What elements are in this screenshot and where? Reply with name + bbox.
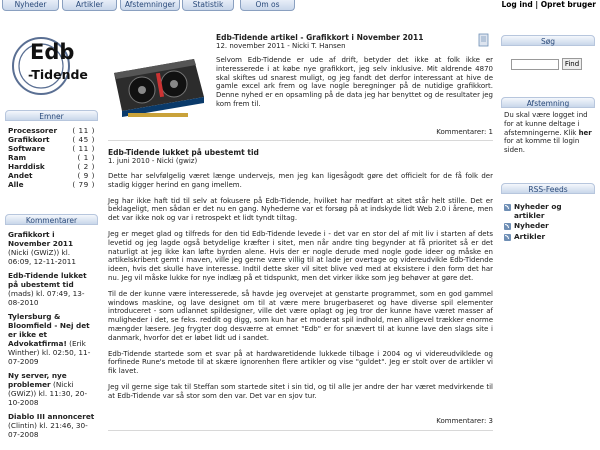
article-paragraph: Jeg er meget glad og tilfreds for den tid Edb-Tidende levede i - det var en stor del af mit liv i starten af dets levetid og jeg lagde også betydelige kræfter i sitet, men når andre ting begynder at få prioritet så er det naturligt at jeg ikke kan løfte byrden alene. Hvis der er nogle derude med nogle gode ideer og måske en artikelskribent gemt i maven, ville jeg gerne være villig til at lade jer overtage og videreudvikle Edb-Tidende ideen, hvis det skulle have interesse. Indtil dette sker vil sitet blive ved med at eksistere i den form det har nu. Jeg vil måske lukke for nye indlæg på et tidspunkt, men det virker ikke som jeg behøver at gøre det. — [108, 229, 493, 282]
comments-box — [5, 214, 98, 450]
poll-title: Afstemning — [501, 97, 595, 108]
topics-box — [5, 110, 98, 200]
topic-item-alle[interactable]: Alle ( 79 ) — [8, 180, 95, 189]
print-icon[interactable] — [478, 33, 490, 47]
article-paragraph: Jeg har ikke haft tid til selv at fokusere på Edb-Tidende, hvilket har medført at sitet står helt stille. Det er beklageligt, men sådan er det nu en gang. Nyhederne var et forsøg på at indskyde lidt Web 2.0 i årene, men det var ikke nok og var i retrospekt et lidt tyndt tiltag. — [108, 196, 493, 223]
rss-item-nyheder[interactable]: Nyheder — [501, 222, 595, 231]
rss-box — [501, 183, 595, 249]
rss-icon — [504, 234, 511, 241]
tab-statistik[interactable]: Statistik — [182, 0, 234, 11]
article-paragraph: Jeg vil gerne sige tak til Steffan som startede sitet i sin tid, og til alle jer andre der har været medvirkende til at Edb-Tidende var så stor som den var. Det var en sjov tur. — [108, 382, 493, 400]
rss-title: RSS-Feeds — [501, 183, 595, 194]
article-lukket — [108, 148, 493, 431]
comment-item[interactable]: Diablo III annonceret (Clintin) kl. 21:46, 30-07-2008 — [8, 412, 95, 439]
divider — [108, 140, 493, 141]
article-body: Selvom Edb-Tidende er ude af drift, betyder det ikke at folk ikke er interesserede i at købe nye grafikkort, jeg selv inklusive. Mit aldrende 4870 skal skiftes ud snarest muligt, og jeg fandt det derfor interessant at hive de gamle excel ark frem og lave nogle beregninger på de nutidige grafikkort. Denne nyhed er en opsamling på de data jeg har benyttet og de resultater jeg kom frem til. — [216, 56, 493, 108]
poll-box — [501, 97, 595, 169]
topic-item-processorer[interactable]: Processorer ( 11 ) — [8, 126, 95, 135]
comment-item[interactable]: Edb-Tidende lukket på ubestemt tid (mads) kl. 07:49, 13-08-2010 — [8, 271, 87, 307]
search-box — [501, 35, 595, 85]
article-paragraph: Dette har selvfølgelig været længe undervejs, men jeg kan ligesågodt gøre det officielt for de få folk der stadig kigger herind en gang imellem. — [108, 172, 493, 189]
graphics-card-image — [108, 45, 210, 125]
tab-afstemninger[interactable]: Afstemninger — [120, 0, 180, 11]
logo-graphic — [10, 35, 105, 97]
tab-nyheder[interactable]: Nyheder — [2, 0, 59, 11]
poll-login-link[interactable]: her — [578, 128, 592, 137]
topics-title: Emner — [5, 110, 98, 121]
rss-icon — [504, 204, 511, 211]
comment-item[interactable]: Ny server, nye problemer (Nicki (GWiZ)) kl. 11:30, 20-10-2008 — [8, 371, 88, 407]
poll-text: Du skal være logget ind for at kunne deltage i afstemningerne. Klik her for at komme til login siden. — [504, 111, 592, 155]
tab-om-os[interactable]: Om os — [240, 0, 295, 11]
topic-item-harddisk[interactable]: Harddisk ( 2 ) — [8, 162, 95, 171]
search-title: Søg — [501, 35, 595, 46]
rss-item-nyheder-og-artikler[interactable]: Nyheder og artikler — [501, 203, 595, 220]
auth-links — [502, 0, 597, 10]
comment-item[interactable]: Grafikkort i November 2011 (Nicki (GWiZ)) kl. 06:09, 12-11-2011 — [8, 230, 77, 266]
article-comments-link[interactable]: Kommentarer: 3 — [436, 416, 493, 425]
tab-artikler[interactable]: Artikler — [62, 0, 117, 11]
comments-title: Kommentarer — [5, 214, 98, 225]
topic-item-ram[interactable]: Ram ( 1 ) — [8, 153, 95, 162]
logo-text-top: Edb — [30, 40, 75, 64]
topic-item-software[interactable]: Software ( 11 ) — [8, 144, 95, 153]
comment-item[interactable]: Tylersburg & Bloomfield - Nej det er ikke et Advokatfirma! (Erik Winther) kl. 02:50, 11-07-2009 — [8, 312, 91, 366]
auth-separator: | — [535, 0, 539, 9]
article-grafikkort — [108, 30, 493, 154]
register-link[interactable]: Opret bruger — [540, 0, 596, 9]
rss-icon — [504, 223, 511, 230]
article-comments-link[interactable]: Kommentarer: 1 — [436, 128, 493, 136]
search-button[interactable]: Find — [562, 58, 582, 70]
topic-item-andet[interactable]: Andet ( 9 ) — [8, 171, 95, 180]
search-input[interactable] — [511, 59, 559, 70]
login-link[interactable]: Log ind — [501, 0, 533, 9]
topic-item-grafikkort[interactable]: Grafikkort ( 45 ) — [8, 135, 95, 144]
article-title[interactable]: Edb-Tidende artikel - Grafikkort i November 2011 — [216, 33, 424, 42]
logo-text-bottom: -Tidende — [28, 67, 88, 82]
article-byline: 1. juni 2010 - Nicki (gwiz) — [108, 157, 198, 165]
top-navigation — [0, 0, 600, 11]
site-logo[interactable] — [10, 35, 105, 97]
rss-item-artikler[interactable]: Artikler — [501, 233, 595, 242]
article-paragraph: Edb-Tidende startede som et svar på at hardwaretidende lukkede tilbage i 2004 og vi videreudviklede og forfinede Rune's metode til at skære ignorenhen flere artikler og vise "guldet". Jeg er stolt over de artikler vi fik lavet. — [108, 349, 493, 376]
article-byline: 12. november 2011 - Nicki T. Hansen — [216, 42, 346, 50]
article-title[interactable]: Edb-Tidende lukket på ubestemt tid — [108, 148, 259, 157]
divider — [108, 430, 493, 431]
main-content — [108, 30, 493, 431]
article-paragraph: Til de der kunne være interesserede, så havde jeg overvejet at genstarte programmet, som en god gammel windows maskine, og lave designet om til at være mere brugerbaseret og have diverse spil elementer introduceret - som udlannet spildesigner, ville det være oplagt og jeg tror der kunne have været masser af muligheder i det, se feks. reddit og digg, som kun har et moderat spil indhold, men alligevel trækker enorme mængder læsere. Jeg frygter dog desværre at emnet "Edb" er for snævert til at kunne lave den slags site i danmark, hvorfor det er løbet lidt ud i sandet. — [108, 289, 493, 342]
